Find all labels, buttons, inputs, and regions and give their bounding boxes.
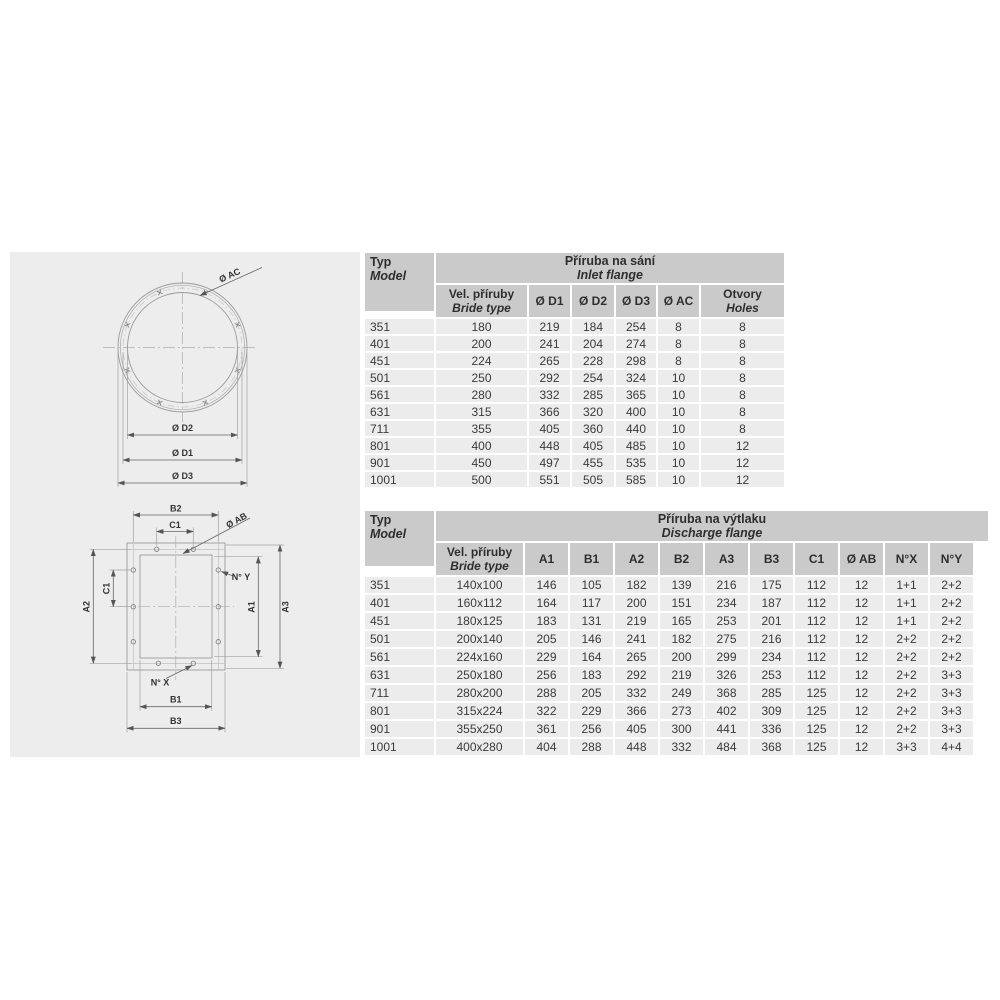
type-model-header xyxy=(365,253,434,317)
spacer-cell xyxy=(975,703,988,719)
col-header-bride-type: Vel. příruby Bride type xyxy=(436,285,527,317)
col-header-b1: B1 xyxy=(570,543,613,575)
value-cell: 315 xyxy=(436,404,527,419)
value-cell: 484 xyxy=(705,739,748,755)
value-cell: 2+2 xyxy=(930,577,973,593)
value-cell: 164 xyxy=(525,595,568,611)
value-cell: 3+3 xyxy=(930,721,973,737)
col-header-b3: B3 xyxy=(750,543,793,575)
value-cell: 219 xyxy=(529,319,570,334)
value-cell: 285 xyxy=(750,685,793,701)
dim-label-d1: Ø D1 xyxy=(171,448,194,458)
discharge-table-body xyxy=(365,577,988,755)
table-row xyxy=(365,455,784,470)
value-cell: 8 xyxy=(701,421,784,436)
value-cell: 2+2 xyxy=(930,595,973,611)
value-cell: 585 xyxy=(616,472,656,487)
value-cell: 1+1 xyxy=(885,577,928,593)
value-cell: 366 xyxy=(615,703,658,719)
dim-label-d2: Ø D2 xyxy=(171,423,194,433)
value-cell: 250 xyxy=(436,370,527,385)
value-cell: 254 xyxy=(616,319,656,334)
col-header-a2: A2 xyxy=(615,543,658,575)
dim-label-b3: B3 xyxy=(170,716,182,726)
extension-lines xyxy=(90,511,285,733)
banner-english: Inlet flange xyxy=(577,268,643,282)
value-cell: 332 xyxy=(660,739,703,755)
col-header-d1: Ø D1 xyxy=(529,285,570,317)
spacer-cell xyxy=(975,631,988,647)
value-cell: 12 xyxy=(840,649,883,665)
value-cell: 455 xyxy=(572,455,614,470)
table-row xyxy=(365,387,784,402)
dim-label-a3: A3 xyxy=(280,601,291,613)
value-cell: 201 xyxy=(750,613,793,629)
col-header-ny: N°Y xyxy=(930,543,973,575)
value-cell: 165 xyxy=(660,613,703,629)
value-cell: 326 xyxy=(705,667,748,683)
model-cell: 631 xyxy=(365,667,434,683)
value-cell: 219 xyxy=(615,613,658,629)
inlet-flange-banner xyxy=(436,253,784,283)
value-cell: 12 xyxy=(840,613,883,629)
value-cell: 12 xyxy=(840,631,883,647)
value-cell: 320 xyxy=(572,404,614,419)
value-cell: 10 xyxy=(658,404,699,419)
flange-drawings xyxy=(10,252,360,757)
col-header-nx: N°X xyxy=(885,543,928,575)
value-cell: 448 xyxy=(615,739,658,755)
value-cell: 292 xyxy=(615,667,658,683)
value-cell: 164 xyxy=(570,649,613,665)
table-row xyxy=(365,721,988,737)
value-cell: 180 xyxy=(436,319,527,334)
spacer-cell xyxy=(975,667,988,683)
value-cell: 400 xyxy=(436,438,527,453)
value-cell: 450 xyxy=(436,455,527,470)
value-cell: 200 xyxy=(660,649,703,665)
col-header-b2: B2 xyxy=(660,543,703,575)
value-cell: 2+2 xyxy=(930,649,973,665)
value-cell: 505 xyxy=(572,472,614,487)
type-model-fill xyxy=(365,511,434,566)
model-cell: 501 xyxy=(365,631,434,647)
value-cell: 256 xyxy=(525,667,568,683)
value-cell: 183 xyxy=(570,667,613,683)
value-cell: 184 xyxy=(572,319,614,334)
dim-label-a2: A2 xyxy=(81,600,92,613)
model-cell: 351 xyxy=(365,319,434,334)
value-cell: 241 xyxy=(529,336,570,351)
value-cell: 151 xyxy=(660,595,703,611)
value-cell: 254 xyxy=(572,370,614,385)
value-cell: 125 xyxy=(795,703,838,719)
value-cell: 12 xyxy=(840,577,883,593)
table-row xyxy=(365,649,988,665)
model-cell: 901 xyxy=(365,721,434,737)
value-cell: 332 xyxy=(529,387,570,402)
model-cell: 351 xyxy=(365,577,434,593)
value-cell: 365 xyxy=(616,387,656,402)
value-cell: 322 xyxy=(525,703,568,719)
col-header-c1: C1 xyxy=(795,543,838,575)
value-cell: 368 xyxy=(705,685,748,701)
value-cell: 8 xyxy=(701,319,784,334)
table-row xyxy=(365,421,784,436)
value-cell: 182 xyxy=(615,577,658,593)
value-cell: 12 xyxy=(840,595,883,611)
value-cell: 2+2 xyxy=(930,613,973,629)
value-cell: 183 xyxy=(525,613,568,629)
value-cell: 112 xyxy=(795,631,838,647)
value-cell: 10 xyxy=(658,472,699,487)
dim-label-d3: Ø D3 xyxy=(171,471,194,481)
value-cell: 292 xyxy=(529,370,570,385)
value-cell: 285 xyxy=(572,387,614,402)
value-cell: 229 xyxy=(525,649,568,665)
dim-label-ab: Ø AB xyxy=(224,510,249,531)
banner-english: Discharge flange xyxy=(661,526,763,540)
value-cell: 3+3 xyxy=(885,739,928,755)
value-cell: 180x125 xyxy=(436,613,523,629)
value-cell: 204 xyxy=(572,336,614,351)
value-cell: 404 xyxy=(525,739,568,755)
value-cell: 551 xyxy=(529,472,570,487)
value-cell: 405 xyxy=(529,421,570,436)
col-header-d2: Ø D2 xyxy=(572,285,614,317)
value-cell: 205 xyxy=(570,685,613,701)
table-row xyxy=(365,370,784,385)
value-cell: 12 xyxy=(701,472,784,487)
value-cell: 182 xyxy=(660,631,703,647)
value-cell: 12 xyxy=(840,685,883,701)
value-cell: 405 xyxy=(615,721,658,737)
value-cell: 112 xyxy=(795,649,838,665)
value-cell: 402 xyxy=(705,703,748,719)
value-cell: 219 xyxy=(660,667,703,683)
value-cell: 250x180 xyxy=(436,667,523,683)
col-header-d3: Ø D3 xyxy=(616,285,656,317)
col-header-a3: A3 xyxy=(705,543,748,575)
value-cell: 2+2 xyxy=(885,667,928,683)
model-cell: 561 xyxy=(365,387,434,402)
value-cell: 2+2 xyxy=(885,721,928,737)
value-cell: 253 xyxy=(705,613,748,629)
spacer-cell xyxy=(975,613,988,629)
value-cell: 288 xyxy=(525,685,568,701)
dim-label-b1: B1 xyxy=(170,694,182,705)
value-cell: 2+2 xyxy=(930,631,973,647)
value-cell: 234 xyxy=(750,649,793,665)
value-cell: 324 xyxy=(616,370,656,385)
dim-label-c1-top: C1 xyxy=(169,520,181,530)
table-row xyxy=(365,595,988,611)
dim-label-ny: N° Y xyxy=(231,572,251,582)
discharge-flange-drawing xyxy=(82,504,291,733)
spacer-cell xyxy=(975,685,988,701)
discharge-flange-banner xyxy=(436,511,988,541)
col-header-bride-type: Vel. příruby Bride type xyxy=(436,543,523,575)
dim-label-c1-left: C1 xyxy=(101,582,112,595)
spacer-cell xyxy=(975,721,988,737)
value-cell: 228 xyxy=(572,353,614,368)
banner-czech: Příruba na výtlaku xyxy=(657,512,767,526)
value-cell: 300 xyxy=(660,721,703,737)
value-cell: 241 xyxy=(615,631,658,647)
value-cell: 253 xyxy=(750,667,793,683)
drawing-panel xyxy=(10,252,360,757)
spacer-header xyxy=(975,543,988,575)
model-cell: 801 xyxy=(365,703,434,719)
table-row xyxy=(365,613,988,629)
model-cell: 901 xyxy=(365,455,434,470)
value-cell: 485 xyxy=(616,438,656,453)
subheader-row xyxy=(365,543,988,575)
dimension-lines xyxy=(93,515,280,728)
value-cell: 12 xyxy=(701,455,784,470)
value-cell: 10 xyxy=(658,438,699,453)
table-row xyxy=(365,667,988,683)
model-cell: 501 xyxy=(365,370,434,385)
value-cell: 112 xyxy=(795,613,838,629)
value-cell: 309 xyxy=(750,703,793,719)
value-cell: 8 xyxy=(658,319,699,334)
value-cell: 2+2 xyxy=(885,703,928,719)
col-header-ab: Ø AB xyxy=(840,543,883,575)
banner-row xyxy=(365,253,784,283)
value-cell: 12 xyxy=(840,721,883,737)
value-cell: 8 xyxy=(658,353,699,368)
table-row xyxy=(365,685,988,701)
discharge-flange-table xyxy=(363,509,990,757)
value-cell: 234 xyxy=(705,595,748,611)
value-cell: 205 xyxy=(525,631,568,647)
value-cell: 440 xyxy=(616,421,656,436)
value-cell: 265 xyxy=(615,649,658,665)
value-cell: 3+3 xyxy=(930,703,973,719)
value-cell: 275 xyxy=(705,631,748,647)
value-cell: 355x250 xyxy=(436,721,523,737)
col-header-holes: Otvory Holes xyxy=(701,285,784,317)
value-cell: 224x160 xyxy=(436,649,523,665)
model-cell: 711 xyxy=(365,421,434,436)
inlet-flange-table xyxy=(363,251,786,489)
value-cell: 10 xyxy=(658,387,699,402)
model-cell: 561 xyxy=(365,649,434,665)
value-cell: 112 xyxy=(795,595,838,611)
value-cell: 10 xyxy=(658,455,699,470)
value-cell: 8 xyxy=(701,336,784,351)
value-cell: 4+4 xyxy=(930,739,973,755)
model-cell: 1001 xyxy=(365,472,434,487)
table-row xyxy=(365,353,784,368)
value-cell: 175 xyxy=(750,577,793,593)
value-cell: 112 xyxy=(795,577,838,593)
value-cell: 8 xyxy=(701,404,784,419)
model-label: Model xyxy=(370,527,407,541)
inlet-table-body xyxy=(365,319,784,487)
value-cell: 535 xyxy=(616,455,656,470)
model-label: Model xyxy=(370,269,407,283)
spacer-cell xyxy=(975,577,988,593)
dim-label-ac: Ø AC xyxy=(217,266,242,285)
model-cell: 631 xyxy=(365,404,434,419)
value-cell: 10 xyxy=(658,370,699,385)
value-cell: 200 xyxy=(436,336,527,351)
value-cell: 265 xyxy=(529,353,570,368)
value-cell: 298 xyxy=(616,353,656,368)
value-cell: 10 xyxy=(658,421,699,436)
value-cell: 497 xyxy=(529,455,570,470)
value-cell: 140x100 xyxy=(436,577,523,593)
value-cell: 160x112 xyxy=(436,595,523,611)
inlet-flange-drawing xyxy=(103,266,262,487)
value-cell: 187 xyxy=(750,595,793,611)
value-cell: 441 xyxy=(705,721,748,737)
value-cell: 200 xyxy=(615,595,658,611)
value-cell: 12 xyxy=(840,739,883,755)
value-cell: 8 xyxy=(658,336,699,351)
type-model-fill xyxy=(365,253,434,311)
value-cell: 405 xyxy=(572,438,614,453)
value-cell: 400 xyxy=(616,404,656,419)
value-cell: 12 xyxy=(840,667,883,683)
spacer-cell xyxy=(975,595,988,611)
table-row xyxy=(365,631,988,647)
type-label: Typ xyxy=(370,513,392,527)
value-cell: 288 xyxy=(570,739,613,755)
col-header-a1: A1 xyxy=(525,543,568,575)
model-cell: 711 xyxy=(365,685,434,701)
value-cell: 274 xyxy=(616,336,656,351)
model-cell: 401 xyxy=(365,336,434,351)
table-row xyxy=(365,577,988,593)
value-cell: 8 xyxy=(701,370,784,385)
value-cell: 256 xyxy=(570,721,613,737)
value-cell: 125 xyxy=(795,685,838,701)
value-cell: 2+2 xyxy=(885,685,928,701)
value-cell: 361 xyxy=(525,721,568,737)
value-cell: 146 xyxy=(570,631,613,647)
value-cell: 8 xyxy=(701,353,784,368)
table-row xyxy=(365,739,988,755)
value-cell: 12 xyxy=(701,438,784,453)
table-row xyxy=(365,703,988,719)
value-cell: 2+2 xyxy=(885,649,928,665)
leader-lines xyxy=(166,518,250,679)
value-cell: 336 xyxy=(750,721,793,737)
value-cell: 216 xyxy=(705,577,748,593)
value-cell: 448 xyxy=(529,438,570,453)
spacer-cell xyxy=(975,649,988,665)
value-cell: 12 xyxy=(840,703,883,719)
value-cell: 315x224 xyxy=(436,703,523,719)
dim-label-nx: N° X xyxy=(150,677,170,688)
value-cell: 368 xyxy=(750,739,793,755)
model-cell: 451 xyxy=(365,613,434,629)
table-row xyxy=(365,472,784,487)
value-cell: 1+1 xyxy=(885,595,928,611)
value-cell: 280 xyxy=(436,387,527,402)
model-cell: 401 xyxy=(365,595,434,611)
banner-row xyxy=(365,511,988,541)
dim-label-b2: B2 xyxy=(170,503,182,514)
model-cell: 801 xyxy=(365,438,434,453)
value-cell: 8 xyxy=(701,387,784,402)
value-cell: 216 xyxy=(750,631,793,647)
value-cell: 146 xyxy=(525,577,568,593)
value-cell: 131 xyxy=(570,613,613,629)
value-cell: 125 xyxy=(795,739,838,755)
value-cell: 366 xyxy=(529,404,570,419)
value-cell: 117 xyxy=(570,595,613,611)
value-cell: 332 xyxy=(615,685,658,701)
value-cell: 229 xyxy=(570,703,613,719)
value-cell: 224 xyxy=(436,353,527,368)
model-cell: 451 xyxy=(365,353,434,368)
table-row xyxy=(365,336,784,351)
value-cell: 139 xyxy=(660,577,703,593)
type-model-header xyxy=(365,511,434,575)
value-cell: 360 xyxy=(572,421,614,436)
model-cell: 1001 xyxy=(365,739,434,755)
type-label: Typ xyxy=(370,255,392,269)
value-cell: 355 xyxy=(436,421,527,436)
value-cell: 273 xyxy=(660,703,703,719)
value-cell: 400x280 xyxy=(436,739,523,755)
value-cell: 1+1 xyxy=(885,613,928,629)
table-row xyxy=(365,404,784,419)
value-cell: 112 xyxy=(795,667,838,683)
value-cell: 500 xyxy=(436,472,527,487)
value-cell: 280x200 xyxy=(436,685,523,701)
value-cell: 3+3 xyxy=(930,685,973,701)
spacer-cell xyxy=(975,739,988,755)
value-cell: 105 xyxy=(570,577,613,593)
dim-label-a1: A1 xyxy=(246,601,257,613)
value-cell: 249 xyxy=(660,685,703,701)
table-row xyxy=(365,319,784,334)
value-cell: 2+2 xyxy=(885,631,928,647)
table-row xyxy=(365,438,784,453)
value-cell: 125 xyxy=(795,721,838,737)
value-cell: 299 xyxy=(705,649,748,665)
value-cell: 3+3 xyxy=(930,667,973,683)
value-cell: 200x140 xyxy=(436,631,523,647)
banner-czech: Příruba na sání xyxy=(564,254,656,268)
col-header-ac: Ø AC xyxy=(658,285,699,317)
